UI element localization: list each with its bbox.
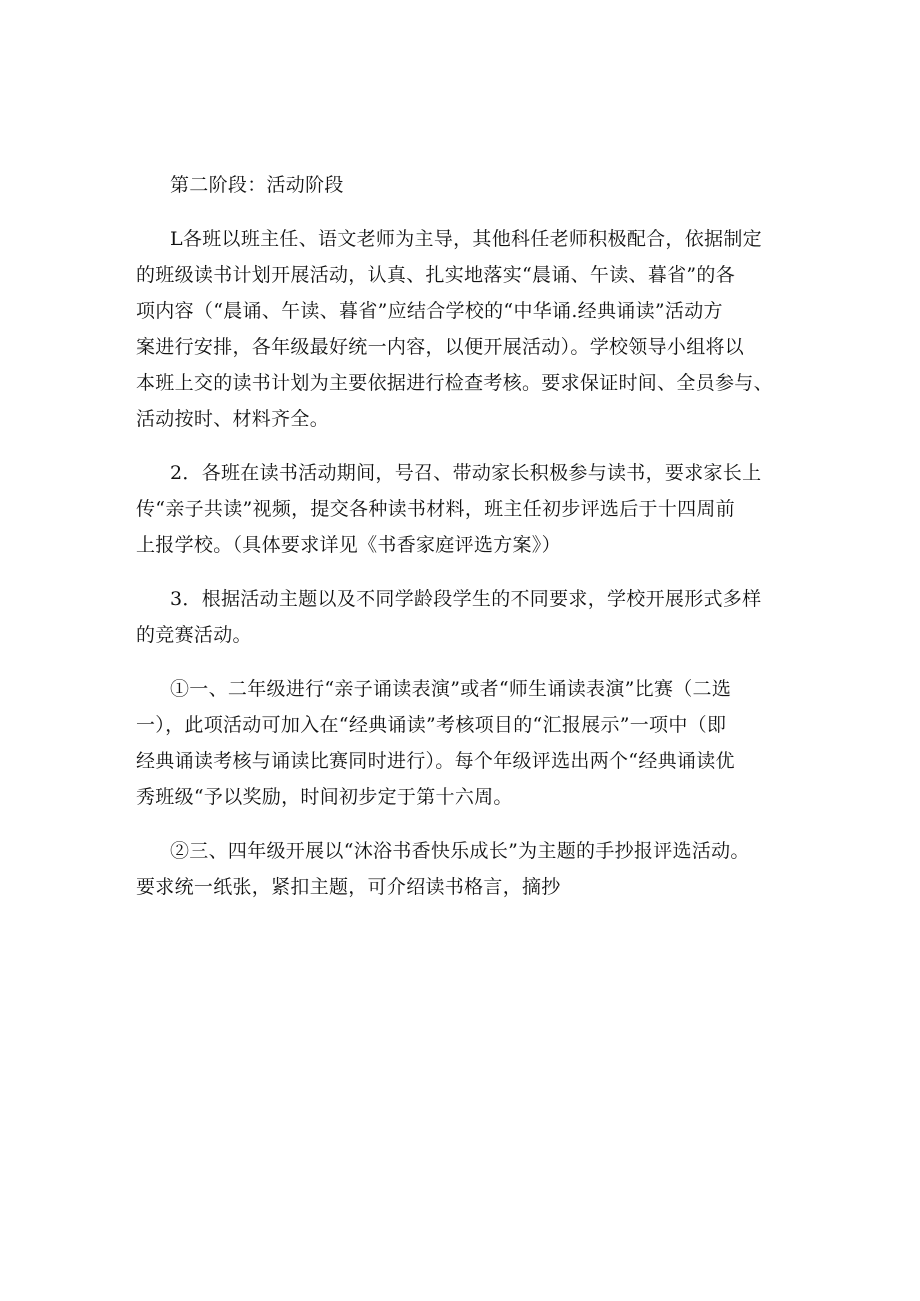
paragraph-line: 经典诵读考核与诵读比赛同时进行）。每个年级评选出两个“经典诵读优 [136, 750, 735, 772]
paragraph-3 [136, 581, 796, 653]
paragraph-line: 项内容（“晨诵、午读、暮省”应结合学校的“中华诵.经典诵读”活动方 [136, 300, 723, 322]
paragraph-line: 案进行安排，各年级最好统一内容，以便开展活动）。学校领导小组将以 [136, 336, 745, 358]
paragraph-line: L各班以班主任、语文老师为主导，其他科任老师积极配合，依据制定 [170, 228, 762, 250]
paragraph-line: 活动按时、材料齐全。 [136, 408, 330, 430]
paragraph-line: ②三、四年级开展以“沐浴书香快乐成长”为主题的手抄报评选活动。 [170, 840, 750, 862]
paragraph-line: 本班上交的读书计划为主要依据进行检查考核。要求保证时间、全员参与、 [136, 372, 773, 394]
paragraph-line: 的班级读书计划开展活动，认真、扎实地落实“晨诵、午读、暮省”的各 [136, 264, 736, 286]
paragraph-line: ①一、二年级进行“亲子诵读表演”或者“师生诵读表演”比赛（二选 [170, 678, 732, 700]
section-heading: 第二阶段：活动阶段 [170, 174, 344, 196]
paragraph-line: 一），此项活动可加入在“经典诵读”考核项目的“汇报展示”一项中（即 [136, 714, 727, 736]
paragraph-line: 传“亲子共读”视频，提交各种读书材料，班主任初步评选后于十四周前 [136, 498, 736, 520]
paragraph-1 [136, 221, 796, 437]
paragraph-line: 3．根据活动主题以及不同学龄段学生的不同要求，学校开展形式多样 [170, 588, 762, 610]
paragraph-line: 要求统一纸张，紧扣主题，可介绍读书格言，摘抄 [136, 876, 561, 898]
paragraph-4 [136, 671, 796, 815]
paragraph-5 [136, 833, 796, 905]
paragraph-line: 上报学校。（具体要求详见《书香家庭评选方案》） [136, 534, 561, 556]
paragraph-line: 2．各班在读书活动期间，号召、带动家长积极参与读书，要求家长上 [170, 462, 762, 484]
document-body [136, 167, 796, 905]
paragraph-2 [136, 455, 796, 563]
paragraph-line: 的竞赛活动。 [136, 624, 252, 646]
paragraph-line: 秀班级“予以奖励，时间初步定于第十六周。 [136, 786, 513, 808]
